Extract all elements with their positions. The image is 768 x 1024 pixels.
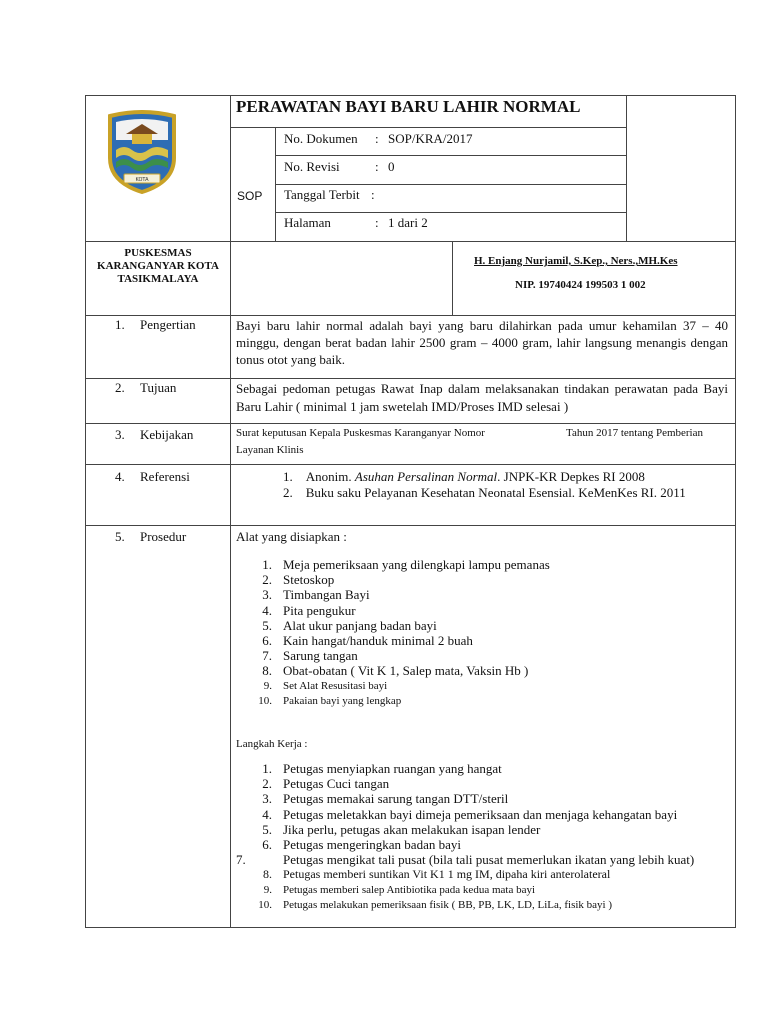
- list-item: 7. Petugas mengikat tali pusat (bila tali pusat memerlukan ikatan yang lebih kuat): [236, 852, 695, 868]
- list-item: 1. Meja pemeriksaan yang dilengkapi lampu pemanas: [262, 557, 550, 572]
- section-number: 5.: [115, 529, 125, 544]
- section-number: 4.: [115, 469, 125, 484]
- field-value: 1 dari 2: [388, 215, 428, 230]
- list-item: 6. Petugas mengeringkan badan bayi: [262, 837, 461, 853]
- list-item-text: Set Alat Resusitasi bayi: [283, 679, 388, 692]
- reference-text: Buku saku Pelayanan Kesehatan Neonatal Esensial. KeMenKes RI. 2011: [305, 485, 686, 500]
- section-label: Referensi: [140, 469, 190, 484]
- signer-nip: NIP. 19740424 199503 1 002: [515, 279, 646, 291]
- section-label: Pengertian: [140, 317, 196, 332]
- institution-name: PUSKESMAS KARANGANYAR KOTA TASIKMALAYA: [97, 247, 219, 285]
- list-item-text: Petugas mengikat tali pusat (bila tali pusat memerlukan ikatan yang lebih kuat): [283, 852, 695, 868]
- section-number: 3.: [115, 427, 125, 442]
- field-colon: :: [375, 131, 379, 146]
- list-item-text: Petugas meletakkan bayi dimeja pemeriksaan dan menjaga kehangatan bayi: [283, 806, 678, 822]
- list-item: 5. Jika perlu, petugas akan melakukan isapan lender: [262, 821, 541, 837]
- list-item-text: Petugas Cuci tangan: [283, 776, 390, 792]
- list-item: 8. Obat-obatan ( Vit K 1, Salep mata, Vaksin Hb ): [262, 663, 529, 679]
- steps-list: [236, 761, 728, 913]
- field-colon: :: [371, 187, 375, 202]
- list-item: 4. Petugas meletakkan bayi dimeja pemeriksaan dan menjaga kehangatan bayi: [262, 806, 678, 822]
- list-item-text: Kain hangat/handuk minimal 2 buah: [283, 633, 473, 649]
- section-label: Tujuan: [140, 380, 177, 395]
- list-item: 8. Petugas memberi suntikan Vit K1 1 mg IM, dipaha kiri anterolateral: [263, 867, 611, 882]
- tools-title: Alat yang disiapkan :: [236, 529, 347, 544]
- field-label: Tanggal Terbit: [284, 187, 360, 202]
- tools-list: [236, 557, 728, 709]
- list-item-text: Petugas memberi salep Antibiotika pada kedua mata bayi: [283, 883, 536, 896]
- document-title: PERAWATAN BAYI BARU LAHIR NORMAL: [236, 97, 581, 116]
- list-item: 4. Pita pengukur: [262, 602, 356, 618]
- reference-publisher: . JNPK-KR Depkes RI 2008: [497, 469, 645, 484]
- list-item: 2. Stetoskop: [262, 572, 335, 588]
- signer-name: H. Enjang Nurjamil, S.Kep., Ners.,MH.Kes: [474, 255, 678, 267]
- section-text-part-3: Layanan Klinis: [236, 444, 304, 456]
- list-item: 6. Kain hangat/handuk minimal 2 buah: [262, 633, 473, 649]
- list-item-text: Pita pengukur: [283, 602, 356, 618]
- section-text-part-2: Tahun 2017 tentang Pemberian: [566, 427, 704, 439]
- list-item-text: Petugas mengeringkan badan bayi: [283, 837, 461, 853]
- list-item-text: Alat ukur panjang badan bayi: [283, 617, 437, 633]
- section-number: 2.: [115, 380, 125, 395]
- list-item: 1. Petugas menyiapkan ruangan yang hangat: [262, 761, 502, 776]
- list-item: 2. Petugas Cuci tangan: [262, 776, 390, 792]
- list-item-text: Petugas melakukan pemeriksaan fisik ( BB, PB, LK, LD, LiLa, fisik bayi ): [283, 898, 613, 911]
- list-item: 10. Petugas melakukan pemeriksaan fisik ( BB, PB, LK, LD, LiLa, fisik bayi ): [258, 898, 613, 911]
- list-item: 3. Petugas memakai sarung tangan DTT/steril: [262, 791, 509, 807]
- list-item: 9. Set Alat Resusitasi bayi: [263, 679, 388, 692]
- list-item-text: Pakaian bayi yang lengkap: [283, 694, 402, 707]
- list-item-text: Sarung tangan: [283, 648, 358, 664]
- field-label: No. Dokumen: [284, 131, 358, 146]
- list-item-text: Petugas memberi suntikan Vit K1 1 mg IM, dipaha kiri anterolateral: [283, 867, 611, 882]
- list-item: 3. Timbangan Bayi: [262, 587, 370, 603]
- section-number: 1.: [115, 317, 125, 332]
- list-item: 7. Sarung tangan: [262, 648, 358, 664]
- steps-title: Langkah Kerja :: [236, 738, 308, 750]
- list-item-text: Meja pemeriksaan yang dilengkapi lampu pemanas: [283, 557, 550, 572]
- reference-number: 2.: [283, 485, 293, 500]
- list-item-text: Stetoskop: [283, 572, 335, 588]
- list-item-text: Obat-obatan ( Vit K 1, Salep mata, Vaksin Hb ): [283, 663, 529, 679]
- field-value: SOP/KRA/2017: [388, 131, 473, 146]
- section-label: Prosedur: [140, 529, 187, 544]
- reference-text: Anonim.: [305, 469, 355, 484]
- list-item-text: Jika perlu, petugas akan melakukan isapan lender: [283, 821, 541, 837]
- city-emblem-logo: [104, 110, 180, 194]
- field-colon: :: [375, 215, 379, 230]
- reference-item: [283, 469, 645, 484]
- section-text-part-1: Surat keputusan Kepala Puskesmas Karanganyar Nomor: [236, 427, 485, 439]
- reference-title: Asuhan Persalinan Normal: [354, 469, 498, 484]
- field-label: Halaman: [284, 215, 331, 230]
- field-colon: :: [375, 159, 379, 174]
- section-label: Kebijakan: [140, 427, 194, 442]
- svg-text:KOTA: KOTA: [135, 177, 149, 183]
- reference-number: 1.: [283, 469, 293, 484]
- sop-label: SOP: [237, 189, 263, 203]
- section-text: Sebagai pedoman petugas Rawat Inap dalam melaksanakan tindakan perawatan pada Bayi Baru Lahir ( minimal 1 jam swetelah IMD/Proses IMD selesai ): [236, 381, 728, 414]
- list-item-text: Petugas menyiapkan ruangan yang hangat: [283, 761, 502, 776]
- list-item: 9. Petugas memberi salep Antibiotika pada kedua mata bayi: [263, 883, 536, 896]
- field-value: 0: [388, 159, 395, 174]
- list-item: 5. Alat ukur panjang badan bayi: [262, 617, 437, 633]
- list-item-text: Petugas memakai sarung tangan DTT/steril: [283, 791, 509, 807]
- list-item-text: Timbangan Bayi: [283, 587, 370, 603]
- list-item: 10. Pakaian bayi yang lengkap: [258, 694, 402, 707]
- section-text: Bayi baru lahir normal adalah bayi yang baru dilahirkan pada umur kehamilan 37 – 40 minggu, dengan berat badan lahir 2500 gram – 4000 gram, lahir langsung menangis dengan tonus otot yang baik.: [236, 318, 728, 367]
- reference-item: [283, 485, 686, 500]
- field-label: No. Revisi: [284, 159, 340, 174]
